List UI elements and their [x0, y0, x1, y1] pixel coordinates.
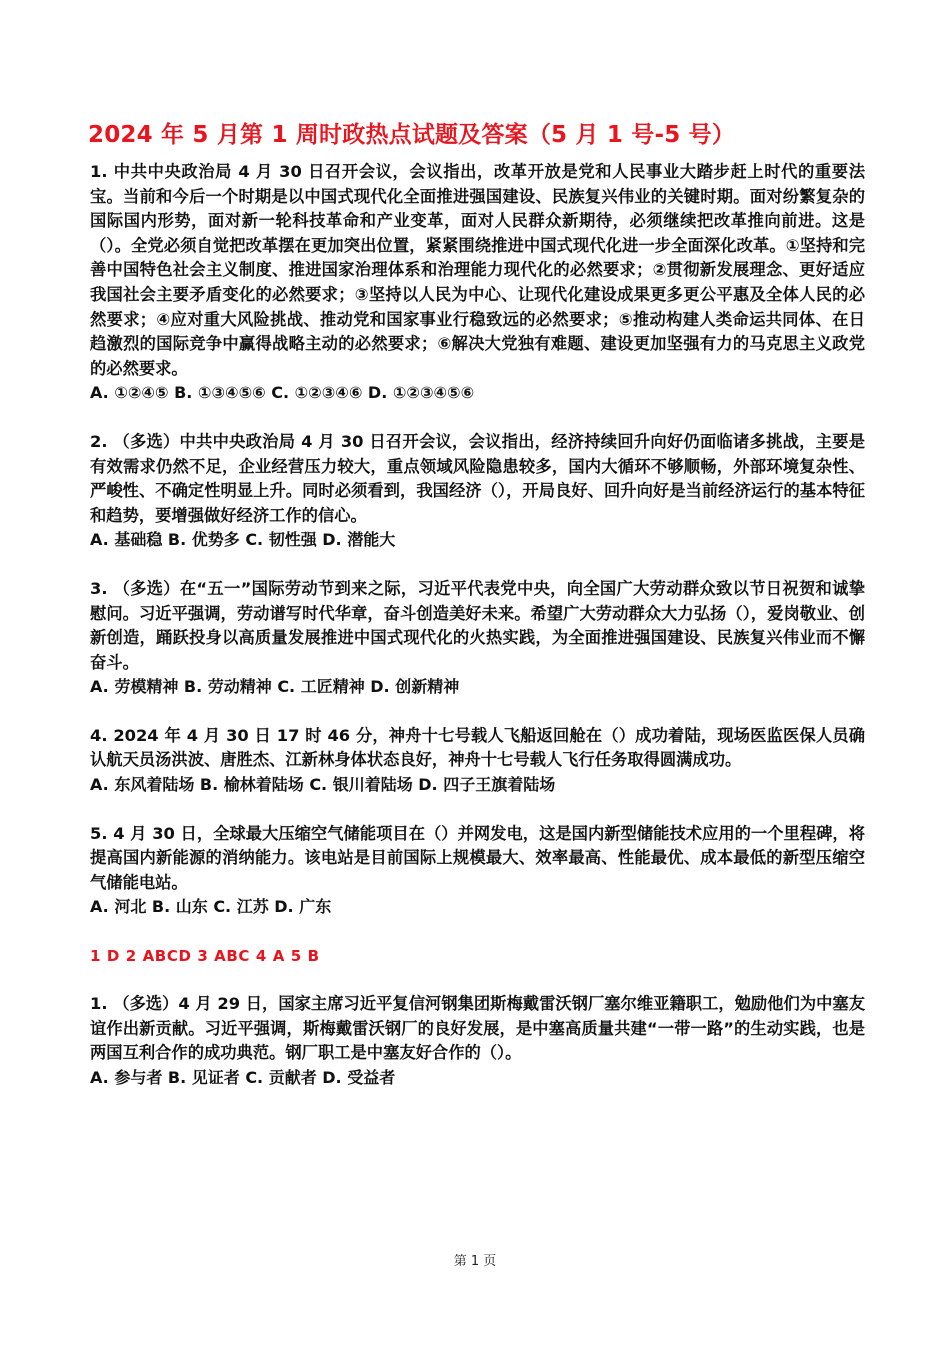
question-text: 1. （多选）4 月 29 日，国家主席习近平复信河钢集团斯梅戴雷沃钢厂塞尔维亚籍职工，勉励他们为中塞友谊作出新贡献。习近平强调，斯梅戴雷沃钢厂的良好发展，是中塞高质量共建“一带一路”的生动实践，也是两国互利合作的成功典范。钢厂职工是中塞友好合作的（）。 — [90, 994, 865, 1063]
question-2 — [90, 430, 865, 553]
question-options: A. 参与者 B. 见证者 C. 贡献者 D. 受益者 — [90, 1067, 396, 1087]
question-4 — [90, 724, 865, 798]
question-text: 1. 中共中央政治局 4 月 30 日召开会议，会议指出，改革开放是党和人民事业大踏步赶上时代的重要法宝。当前和今后一个时期是以中国式现代化全面推进强国建设、民族复兴伟业的关键时期。面对纷繁复杂的国际国内形势，面对新一轮科技革命和产业变革，面对人民群众新期待，必须继续把改革推向前进。这是（）。全党必须自觉把改革摆在更加突出位置，紧紧围绕推进中国式现代化进一步全面深化改革。①坚持和完善中国特色社会主义制度、推进国家治理体系和治理能力现代化的必然要求；②贯彻新发展理念、更好适应我国社会主要矛盾变化的必然要求；③坚持以人民为中心、让现代化建设成果更多更公平惠及全体人民的必然要求；④应对重大风险挑战、推动党和国家事业行稳致远的必然要求；⑤推动构建人类命运共同体、在日趋激烈的国际竞争中赢得战略主动的必然要求；⑥解决大党独有难题、建设更加坚强有力的马克思主义政党的必然要求。 — [90, 162, 865, 378]
question-3 — [90, 577, 865, 700]
document-title: 2024 年 5 月第 1 周时政热点试题及答案（5 月 1 号-5 号） — [88, 122, 736, 148]
document-content — [90, 160, 865, 1114]
question-text: 5. 4 月 30 日，全球最大压缩空气储能项目在（）并网发电，这是国内新型储能技术应用的一个里程碑，将提高国内新能源的消纳能力。该电站是目前国际上规模最大、效率最高、性能最优、成本最低的新型压缩空气储能电站。 — [90, 823, 865, 892]
question-5 — [90, 822, 865, 920]
question-text: 3. （多选）在“五一”国际劳动节到来之际，习近平代表党中央，向全国广大劳动群众致以节日祝贺和诚挚慰问。习近平强调，劳动谱写时代华章，奋斗创造美好未来。希望广大劳动群众大力弘扬（），爱岗敬业、创新创造，踊跃投身以高质量发展推进中国式现代化的火热实践，为全面推进强国建设、民族复兴伟业而不懈奋斗。 — [90, 578, 865, 672]
page-number: 第 1 页 — [453, 1254, 497, 1269]
question-text: 2. （多选）中共中央政治局 4 月 30 日召开会议，会议指出，经济持续回升向好仍面临诸多挑战，主要是有效需求仍然不足，企业经营压力较大，重点领域风险隐患较多，国内大循环不够顺畅，外部环境复杂性、严峻性、不确定性明显上升。同时必须看到，我国经济（），开局良好、回升向好是当前经济运行的基本特征和趋势，要增强做好经济工作的信心。 — [90, 431, 865, 525]
question-options: A. ①②④⑤ B. ①③④⑤⑥ C. ①②③④⑥ D. ①②③④⑤⑥ — [90, 383, 475, 403]
answer-key: 1 D 2 ABCD 3 ABC 4 A 5 B — [90, 947, 320, 966]
question-options: A. 河北 B. 山东 C. 江苏 D. 广东 — [90, 897, 332, 917]
extra-question — [90, 992, 865, 1090]
question-1 — [90, 160, 865, 406]
question-options: A. 东风着陆场 B. 榆林着陆场 C. 银川着陆场 D. 四子王旗着陆场 — [90, 775, 556, 795]
question-options: A. 基础稳 B. 优势多 C. 韧性强 D. 潜能大 — [90, 530, 396, 550]
question-options: A. 劳模精神 B. 劳动精神 C. 工匠精神 D. 创新精神 — [90, 677, 460, 697]
question-text: 4. 2024 年 4 月 30 日 17 时 46 分，神舟十七号载人飞船返回舱在（）成功着陆，现场医监医保人员确认航天员汤洪波、唐胜杰、江新林身体状态良好，神舟十七号载人飞行任务取得圆满成功。 — [90, 725, 865, 770]
